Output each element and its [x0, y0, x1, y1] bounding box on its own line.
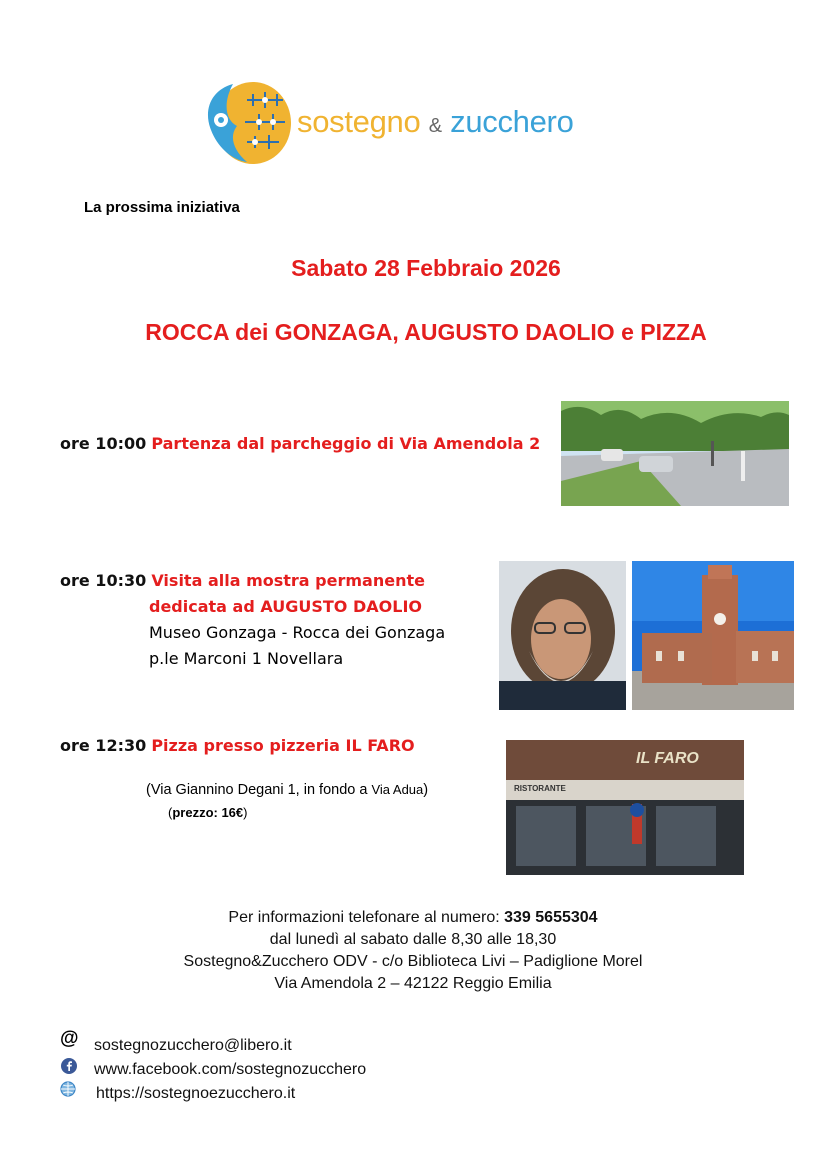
price-open: (: [168, 805, 173, 820]
phone-label: Per informazioni telefonare al numero:: [228, 909, 505, 926]
schedule-item-1: [60, 431, 540, 457]
brand-part2: zucchero: [450, 104, 574, 139]
address-street: Via Adua: [371, 782, 424, 797]
address-line: Via Amendola 2 – 42122 Reggio Emilia: [274, 975, 552, 992]
schedule-item-3: [60, 733, 415, 759]
at-icon: @: [60, 1028, 79, 1049]
logo-wordmark: [297, 104, 574, 140]
event-title: ROCCA dei GONZAGA, AUGUSTO DAOLIO e PIZZA: [145, 319, 707, 345]
hours-line: dal lunedì al sabato dalle 8,30 alle 18,30: [269, 931, 557, 948]
phone-number[interactable]: 339 5655304: [504, 909, 598, 926]
address-close: ): [423, 782, 429, 798]
schedule-activity: Pizza presso pizzeria IL FARO: [151, 736, 415, 755]
org-line: Sostegno&Zucchero ODV - c/o Biblioteca Livi – Padiglione Morel: [183, 953, 643, 970]
schedule-activity-line1: Visita alla mostra permanente: [151, 571, 425, 590]
brand-amp: &: [428, 115, 442, 137]
pizzeria-photo: [506, 740, 744, 875]
parking-photo: [561, 401, 789, 506]
info-block: [0, 907, 826, 995]
price-value: prezzo: 16€: [172, 805, 244, 820]
price-close: ): [243, 805, 248, 820]
daolio-portrait-photo: [499, 561, 626, 710]
phone-line: [0, 907, 826, 929]
email-link[interactable]: sostegnozucchero@libero.it: [94, 1037, 292, 1054]
schedule-time: ore 10:30: [60, 571, 147, 590]
schedule-location-line2: p.le Marconi 1 Novellara: [149, 649, 344, 668]
pizzeria-address: [146, 782, 428, 798]
rocca-gonzaga-photo: [632, 561, 794, 710]
schedule-time: ore 12:30: [60, 736, 147, 755]
schedule-item-2: [60, 568, 445, 672]
website-link[interactable]: https://sostegnoezucchero.it: [96, 1085, 296, 1102]
restaurant-name-text: IL FARO: [636, 750, 699, 767]
logo-emblem-icon: [203, 80, 295, 166]
schedule-time: ore 10:00: [60, 434, 147, 453]
event-date: Sabato 28 Febbraio 2026: [291, 255, 561, 281]
pizzeria-price: [168, 805, 248, 820]
address-open: (Via Giannino Degani 1, in fondo a: [146, 782, 372, 798]
intro-text: La prossima iniziativa: [84, 199, 240, 216]
schedule-activity: Partenza dal parcheggio di Via Amendola 2: [151, 434, 541, 453]
facebook-link[interactable]: www.facebook.com/sostegnozucchero: [94, 1061, 367, 1078]
schedule-activity-line2: dedicata ad AUGUSTO DAOLIO: [149, 597, 422, 616]
facebook-icon: [61, 1058, 77, 1074]
schedule-location-line1: Museo Gonzaga - Rocca dei Gonzaga: [149, 623, 446, 642]
brand-part1: sostegno: [297, 104, 421, 139]
globe-icon: [60, 1081, 76, 1097]
restaurant-sign-text: RISTORANTE: [514, 784, 566, 793]
